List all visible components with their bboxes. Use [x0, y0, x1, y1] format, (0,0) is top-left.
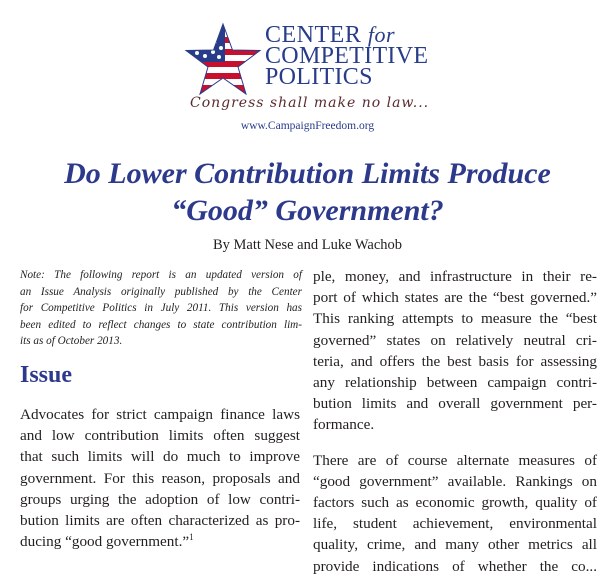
title-line-1: Do Lower Contribution Limits Produce — [64, 157, 551, 190]
star-flag-icon — [183, 22, 263, 98]
org-motto: Congress shall make no law... — [190, 95, 430, 111]
issue-paragraph — [20, 404, 300, 552]
body-line: governed” states on relatively neutral cri- — [313, 331, 597, 349]
body-line: “good government” available. Rankings on — [313, 472, 597, 490]
body-line: bution limits are often characterized as pro- — [20, 512, 300, 530]
body-line: factors such as economic growth, quality of — [313, 494, 597, 512]
editor-note — [20, 267, 302, 350]
body-line: life, student achievement, environmental — [313, 515, 597, 533]
org-line-1: CENTER — [265, 22, 362, 48]
note-line: an Issue Analysis originally published by the Center — [20, 285, 302, 298]
body-line: and low contribution limits often suggest — [20, 427, 300, 445]
org-logo — [183, 22, 443, 106]
body-line: Advocates for strict campaign finance laws — [20, 406, 300, 423]
authors: By Matt Nese and Luke Wachob — [212, 237, 403, 253]
body-line: bution limits and overall government per- — [313, 395, 597, 413]
note-line: for Competitive Politics in July 2011. This version has — [20, 302, 302, 315]
section-heading-issue: Issue — [20, 362, 73, 388]
body-line: teria, and offers the best basis for assessing — [313, 352, 597, 370]
note-line: Note: The following report is an updated version of — [20, 269, 302, 281]
body-line: This ranking attempts to measure the “best — [313, 310, 597, 328]
body-line-text: ducing “good government.” — [20, 533, 190, 551]
body-line: ple, money, and infrastructure in their re- — [313, 268, 597, 285]
org-name — [265, 24, 428, 88]
body-line: port of which states are the “best governed.” — [313, 289, 597, 307]
body-line: formance. — [313, 416, 375, 434]
title-line-2: “Good” Government? — [171, 194, 444, 227]
body-line: government. For this reason, proposals and — [20, 469, 300, 487]
right-paragraph-2 — [313, 450, 597, 577]
body-line: groups urging the adoption of low contri- — [20, 490, 300, 508]
body-line: quality, crime, and many other metrics all — [313, 536, 597, 554]
body-line: any relationship between campaign contri- — [313, 374, 597, 392]
note-line: its as of October 2013. — [20, 335, 123, 348]
org-line-1-italic: for — [367, 22, 396, 47]
org-line-2: COMPETITIVE — [265, 43, 429, 69]
page-title — [0, 155, 615, 229]
body-line: that such limits will do much to improve — [20, 448, 300, 466]
org-line-3: POLITICS — [265, 64, 373, 90]
body-line: provide indications of whether the co... — [313, 557, 597, 575]
body-line: There are of course alternate measures of — [313, 451, 597, 469]
body-line-last — [20, 531, 300, 552]
right-column — [313, 266, 597, 577]
org-url[interactable]: www.CampaignFreedom.org — [240, 120, 375, 132]
right-paragraph-1 — [313, 266, 597, 436]
footnote-marker[interactable]: 1 — [189, 532, 194, 543]
note-line: been edited to reflect changes to state contribution lim- — [20, 318, 302, 331]
